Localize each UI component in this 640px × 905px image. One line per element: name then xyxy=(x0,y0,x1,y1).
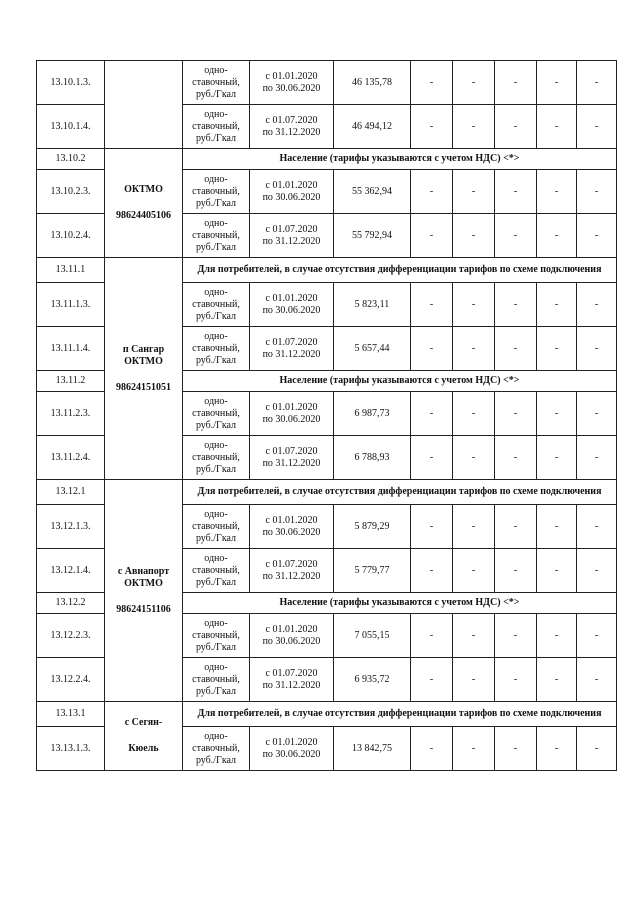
empty-cell-dash: - xyxy=(495,436,537,480)
tariff-value: 55 792,94 xyxy=(334,214,411,258)
settlement-line: 98624151051 xyxy=(116,381,171,393)
table-row xyxy=(37,61,617,105)
row-code: 13.10.2.3. xyxy=(37,170,105,214)
spacer xyxy=(107,729,180,743)
spacer xyxy=(107,196,180,210)
empty-cell-dash: - xyxy=(411,392,453,436)
tariff-value: 7 055,15 xyxy=(334,614,411,658)
empty-cell-dash: - xyxy=(411,214,453,258)
empty-cell-dash: - xyxy=(537,327,577,371)
empty-cell-dash: - xyxy=(453,170,495,214)
empty-cell-dash: - xyxy=(495,549,537,593)
empty-cell-dash: - xyxy=(537,170,577,214)
row-code: 13.11.1.3. xyxy=(37,283,105,327)
empty-cell-dash: - xyxy=(537,614,577,658)
row-code: 13.10.2 xyxy=(37,149,105,170)
row-code: 13.12.2.4. xyxy=(37,658,105,702)
settlement-cell xyxy=(105,480,183,702)
empty-cell-dash: - xyxy=(453,549,495,593)
row-code: 13.11.2.3. xyxy=(37,392,105,436)
spacer xyxy=(107,590,180,604)
settlement-line: ОКТМО xyxy=(124,355,163,367)
empty-cell-dash: - xyxy=(577,214,617,258)
empty-cell-dash: - xyxy=(411,61,453,105)
tariff-unit: одно- ставочный, руб./Гкал xyxy=(183,727,250,771)
empty-cell-dash: - xyxy=(453,392,495,436)
row-code: 13.11.2.4. xyxy=(37,436,105,480)
settlement-line: 98624405106 xyxy=(116,210,171,221)
settlement-line: 98624151106 xyxy=(116,603,171,615)
empty-cell-dash: - xyxy=(411,549,453,593)
tariff-table xyxy=(36,60,617,771)
row-code: 13.11.2 xyxy=(37,371,105,392)
tariff-value: 46 494,12 xyxy=(334,105,411,149)
empty-cell-dash: - xyxy=(411,170,453,214)
row-code: 13.11.1.4. xyxy=(37,327,105,371)
tariff-value: 46 135,78 xyxy=(334,61,411,105)
empty-cell-dash: - xyxy=(537,105,577,149)
empty-cell-dash: - xyxy=(453,727,495,771)
empty-cell-dash: - xyxy=(495,727,537,771)
tariff-value: 6 788,93 xyxy=(334,436,411,480)
tariff-unit: одно- ставочный, руб./Гкал xyxy=(183,170,250,214)
settlement-line: с Авиапорт xyxy=(117,565,170,577)
empty-cell-dash: - xyxy=(577,614,617,658)
row-code: 13.12.2.3. xyxy=(37,614,105,658)
settlement-cell xyxy=(105,149,183,258)
empty-cell-dash: - xyxy=(453,614,495,658)
tariff-period: с 01.01.2020 по 30.06.2020 xyxy=(250,614,334,658)
settlement-line: п Сангар xyxy=(122,343,165,355)
tariff-unit: одно- ставочный, руб./Гкал xyxy=(183,61,250,105)
empty-cell-dash: - xyxy=(411,283,453,327)
tariff-unit: одно- ставочный, руб./Гкал xyxy=(183,214,250,258)
tariff-unit: одно- ставочный, руб./Гкал xyxy=(183,436,250,480)
row-code: 13.10.1.3. xyxy=(37,61,105,105)
tariff-period: с 01.01.2020 по 30.06.2020 xyxy=(250,61,334,105)
tariff-unit: одно- ставочный, руб./Гкал xyxy=(183,392,250,436)
empty-cell-dash: - xyxy=(577,61,617,105)
tariff-period: с 01.01.2020 по 30.06.2020 xyxy=(250,727,334,771)
empty-cell-dash: - xyxy=(537,505,577,549)
settlement-line: с Сегян- xyxy=(124,717,163,728)
tariff-value: 6 935,72 xyxy=(334,658,411,702)
empty-cell-dash: - xyxy=(411,436,453,480)
empty-cell-dash: - xyxy=(577,283,617,327)
empty-cell-dash: - xyxy=(453,214,495,258)
empty-cell-dash: - xyxy=(411,505,453,549)
empty-cell-dash: - xyxy=(577,105,617,149)
empty-cell-dash: - xyxy=(453,436,495,480)
tariff-period: с 01.07.2020 по 31.12.2020 xyxy=(250,549,334,593)
tariff-period: с 01.07.2020 по 31.12.2020 xyxy=(250,658,334,702)
tariff-table-body xyxy=(37,61,617,771)
empty-cell-dash: - xyxy=(453,61,495,105)
empty-cell-dash: - xyxy=(453,327,495,371)
empty-cell-dash: - xyxy=(453,505,495,549)
empty-cell-dash: - xyxy=(495,392,537,436)
row-code: 13.12.1.4. xyxy=(37,549,105,593)
empty-cell-dash: - xyxy=(577,658,617,702)
empty-cell-dash: - xyxy=(495,61,537,105)
settlement-line: Кюель xyxy=(128,743,159,754)
section-row xyxy=(37,480,617,505)
empty-cell-dash: - xyxy=(537,549,577,593)
tariff-period: с 01.01.2020 по 30.06.2020 xyxy=(250,170,334,214)
tariff-period: с 01.07.2020 по 31.12.2020 xyxy=(250,327,334,371)
tariff-period: с 01.01.2020 по 30.06.2020 xyxy=(250,283,334,327)
empty-cell-dash: - xyxy=(537,283,577,327)
empty-cell-dash: - xyxy=(577,436,617,480)
spacer xyxy=(107,368,180,382)
empty-cell-dash: - xyxy=(495,658,537,702)
settlement-cell xyxy=(105,702,183,771)
tariff-value: 6 987,73 xyxy=(334,392,411,436)
settlement-cell xyxy=(105,61,183,149)
empty-cell-dash: - xyxy=(577,727,617,771)
empty-cell-dash: - xyxy=(537,436,577,480)
empty-cell-dash: - xyxy=(537,658,577,702)
section-header: Для потребителей, в случае отсутствия дифференциации тарифов по схеме подключения xyxy=(183,702,617,727)
empty-cell-dash: - xyxy=(411,327,453,371)
empty-cell-dash: - xyxy=(411,658,453,702)
tariff-value: 5 879,29 xyxy=(334,505,411,549)
tariff-value: 5 657,44 xyxy=(334,327,411,371)
settlement-line: ОКТМО xyxy=(124,577,163,589)
empty-cell-dash: - xyxy=(495,614,537,658)
tariff-unit: одно- ставочный, руб./Гкал xyxy=(183,105,250,149)
tariff-period: с 01.07.2020 по 31.12.2020 xyxy=(250,214,334,258)
tariff-period: с 01.07.2020 по 31.12.2020 xyxy=(250,105,334,149)
empty-cell-dash: - xyxy=(537,392,577,436)
empty-cell-dash: - xyxy=(577,549,617,593)
section-header: Население (тарифы указываются с учетом НДС) <*> xyxy=(183,149,617,170)
empty-cell-dash: - xyxy=(411,105,453,149)
empty-cell-dash: - xyxy=(577,505,617,549)
empty-cell-dash: - xyxy=(495,170,537,214)
tariff-value: 5 823,11 xyxy=(334,283,411,327)
tariff-unit: одно- ставочный, руб./Гкал xyxy=(183,614,250,658)
tariff-unit: одно- ставочный, руб./Гкал xyxy=(183,327,250,371)
empty-cell-dash: - xyxy=(537,214,577,258)
section-row xyxy=(37,258,617,283)
row-code: 13.12.1 xyxy=(37,480,105,505)
tariff-value: 5 779,77 xyxy=(334,549,411,593)
section-header: Население (тарифы указываются с учетом НДС) <*> xyxy=(183,371,617,392)
empty-cell-dash: - xyxy=(411,727,453,771)
empty-cell-dash: - xyxy=(495,505,537,549)
empty-cell-dash: - xyxy=(411,614,453,658)
section-row xyxy=(37,149,617,170)
settlement-cell xyxy=(105,258,183,480)
empty-cell-dash: - xyxy=(577,170,617,214)
row-code: 13.12.1.3. xyxy=(37,505,105,549)
section-header: Для потребителей, в случае отсутствия дифференциации тарифов по схеме подключения xyxy=(183,258,617,283)
tariff-unit: одно- ставочный, руб./Гкал xyxy=(183,283,250,327)
section-row xyxy=(37,702,617,727)
row-code: 13.10.2.4. xyxy=(37,214,105,258)
empty-cell-dash: - xyxy=(495,214,537,258)
empty-cell-dash: - xyxy=(453,283,495,327)
settlement-line: ОКТМО xyxy=(124,184,163,195)
empty-cell-dash: - xyxy=(453,658,495,702)
row-code: 13.12.2 xyxy=(37,593,105,614)
empty-cell-dash: - xyxy=(495,327,537,371)
empty-cell-dash: - xyxy=(537,61,577,105)
tariff-period: с 01.07.2020 по 31.12.2020 xyxy=(250,436,334,480)
empty-cell-dash: - xyxy=(495,283,537,327)
empty-cell-dash: - xyxy=(537,727,577,771)
tariff-unit: одно- ставочный, руб./Гкал xyxy=(183,549,250,593)
tariff-unit: одно- ставочный, руб./Гкал xyxy=(183,505,250,549)
empty-cell-dash: - xyxy=(577,327,617,371)
empty-cell-dash: - xyxy=(495,105,537,149)
tariff-value: 55 362,94 xyxy=(334,170,411,214)
tariff-period: с 01.01.2020 по 30.06.2020 xyxy=(250,505,334,549)
empty-cell-dash: - xyxy=(453,105,495,149)
row-code: 13.13.1.3. xyxy=(37,727,105,771)
empty-cell-dash: - xyxy=(577,392,617,436)
section-header: Для потребителей, в случае отсутствия дифференциации тарифов по схеме подключения xyxy=(183,480,617,505)
tariff-unit: одно- ставочный, руб./Гкал xyxy=(183,658,250,702)
row-code: 13.13.1 xyxy=(37,702,105,727)
section-header: Население (тарифы указываются с учетом НДС) <*> xyxy=(183,593,617,614)
row-code: 13.10.1.4. xyxy=(37,105,105,149)
row-code: 13.11.1 xyxy=(37,258,105,283)
tariff-value: 13 842,75 xyxy=(334,727,411,771)
tariff-period: с 01.01.2020 по 30.06.2020 xyxy=(250,392,334,436)
